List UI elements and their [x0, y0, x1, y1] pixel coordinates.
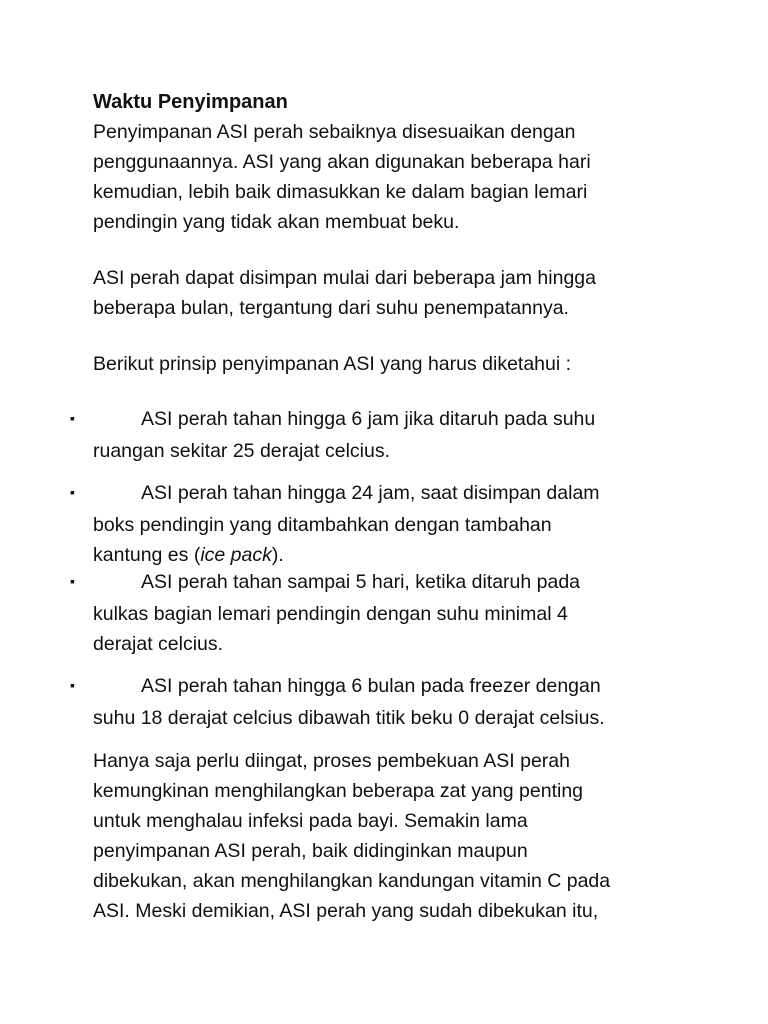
section-heading: Waktu Penyimpanan	[93, 91, 288, 113]
bullet-1-line: ruangan sekitar 25 derajat celcius.	[93, 440, 391, 462]
bullet-2-line: boks pendingin yang ditambahkan dengan tambahan	[93, 514, 552, 536]
paragraph-1-line: pendingin yang tidak akan membuat beku.	[93, 211, 460, 233]
paragraph-4-line: Hanya saja perlu diingat, proses pembekuan ASI perah	[93, 750, 570, 772]
bullet-2-suffix: ).	[271, 544, 284, 566]
paragraph-3-line: Berikut prinsip penyimpanan ASI yang harus diketahui :	[93, 353, 572, 375]
bullet-2-line: ASI perah tahan hingga 24 jam, saat disimpan dalam	[141, 482, 600, 504]
bullet-marker: ▪	[70, 410, 75, 426]
paragraph-2-line: beberapa bulan, tergantung dari suhu penempatannya.	[93, 297, 569, 319]
paragraph-4-line: untuk menghalau infeksi pada bayi. Semakin lama	[93, 810, 528, 832]
bullet-4-line: suhu 18 derajat celcius dibawah titik beku 0 derajat celsius.	[93, 707, 605, 729]
bullet-marker: ▪	[70, 573, 75, 589]
bullet-4-line: ASI perah tahan hingga 6 bulan pada freezer dengan	[141, 675, 601, 697]
paragraph-1-line: penggunaannya. ASI yang akan digunakan beberapa hari	[93, 151, 591, 173]
bullet-2-line	[93, 543, 284, 567]
bullet-3-line: derajat celcius.	[93, 633, 224, 655]
paragraph-4-line: penyimpanan ASI perah, baik didinginkan maupun	[93, 840, 528, 862]
bullet-2-italic-term: ice pack	[200, 544, 272, 566]
bullet-marker: ▪	[70, 677, 75, 693]
paragraph-2-line: ASI perah dapat disimpan mulai dari beberapa jam hingga	[93, 267, 596, 289]
bullet-2-prefix: kantung es (	[93, 544, 201, 566]
bullet-1-line: ASI perah tahan hingga 6 jam jika ditaruh pada suhu	[141, 408, 596, 430]
paragraph-1-line: kemudian, lebih baik dimasukkan ke dalam bagian lemari	[93, 181, 588, 203]
bullet-3-line: ASI perah tahan sampai 5 hari, ketika ditaruh pada	[141, 571, 581, 593]
bullet-marker: ▪	[70, 484, 75, 500]
paragraph-4-line: dibekukan, akan menghilangkan kandungan vitamin C pada	[93, 870, 611, 892]
paragraph-4-line: kemungkinan menghilangkan beberapa zat yang penting	[93, 780, 584, 802]
paragraph-1-line: Penyimpanan ASI perah sebaiknya disesuaikan dengan	[93, 121, 576, 143]
bullet-3-line: kulkas bagian lemari pendingin dengan suhu minimal 4	[93, 603, 568, 625]
paragraph-4-line: ASI. Meski demikian, ASI perah yang sudah dibekukan itu,	[93, 900, 599, 922]
